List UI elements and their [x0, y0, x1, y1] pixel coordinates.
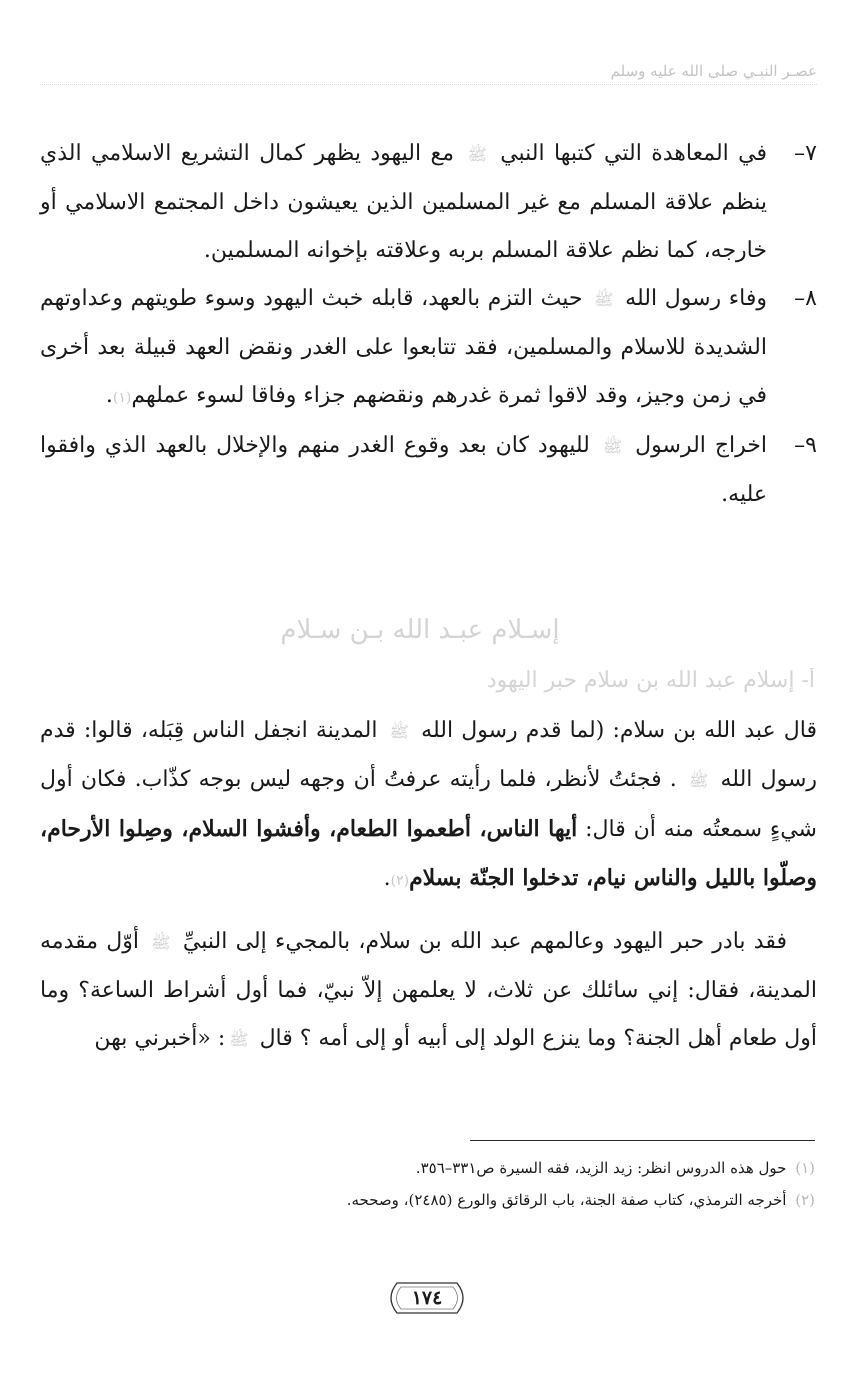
- item-text: [40, 130, 767, 275]
- item-text-part: لليهود كان بعد وقوع الغدر منهم والإخلال بالعهد الذي وافقوا عليه.: [40, 433, 767, 507]
- hadith-text-part: . فجئتُ لأنظر، فلما رأيته عرفتُ أن وجهه ليس بوجه كذّاب. فكان أول شيءٍ سمعتُه منه أن قال:: [40, 767, 817, 842]
- honorific-glyph: ﷺ: [467, 145, 487, 164]
- footnote-2: [40, 1184, 815, 1216]
- item-text-part: اخراج الرسول: [635, 433, 767, 458]
- item-text-end: .: [105, 383, 113, 408]
- list-item-8: [40, 275, 817, 422]
- item-text-part: مع اليهود يظهر كمال التشريع الاسلامي الذي ينظم علاقة المسلم مع غير المسلمين الذين يعيشون داخل المجتمع الاسلامي أو خارجه، كما نظم علاقة المسلم بربه وعلاقته بإخوانه المسلمين.: [40, 141, 767, 263]
- item-text-part: وفاء رسول الله: [625, 286, 767, 311]
- narrative-paragraph: [40, 918, 817, 1064]
- item-number: ٨–: [794, 286, 817, 311]
- hadith-text-part: قال عبد الله بن سلام: (لما قدم رسول الله: [421, 718, 818, 743]
- honorific-glyph: ﷺ: [689, 771, 709, 790]
- narrative-text-part: فقد بادر حبر اليهود وعالمهم عبد الله بن سلام، بالمجيء إلى النبيِّ: [182, 929, 788, 954]
- footnote-marker: (٢): [390, 873, 410, 889]
- list-item-7: [40, 130, 817, 275]
- footnote-text: حول هذه الدروس انظر: زيد الزيد، فقه السيرة ص٣٣١–٣٥٦.: [415, 1159, 787, 1177]
- list-item-9: [40, 422, 817, 519]
- footnote-marker: (١): [112, 390, 132, 406]
- footnote-number: (٢): [795, 1191, 815, 1209]
- running-header: عصـر النبـي صلى الله عليه وسلم: [40, 62, 817, 85]
- honorific-glyph: ﷺ: [594, 290, 614, 309]
- footnotes: [40, 1152, 815, 1216]
- hadith-quote: أيها الناس، أطعموا الطعام، وأفشوا السلام، وصِلوا الأرحام، وصلّوا بالليل والناس نيام، تدخلوا الجنّة بسلام: [40, 816, 817, 891]
- item-text-part: في المعاهدة التي كتبها النبي: [500, 141, 768, 166]
- numbered-list: [40, 130, 817, 519]
- item-text: [40, 275, 767, 422]
- narrative-text-part: أوّل مقدمه المدينة، فقال: إني سائلك عن ثلاث، لا يعلمهن إلاّ نبيّ، فما أول أشراط الساعة؟ وما أول طعام أهل الجنة؟ وما ينزع الولد إلى أبيه أو إلى أمه ؟ قال: [40, 929, 817, 1051]
- hadith-paragraph: [40, 707, 817, 905]
- item-text-part: حيث التزم بالعهد، قابله خبث اليهود وسوء طويتهم وعداوتهم الشديدة للاسلام والمسلمين، فقد تتابعوا على الغدر ونقض العهد قبيلة بعد أخرى في زمن وجيز، وقد لاقوا ثمرة غدرهم ونقضهم جزاء وفاقا لسوء عملهم: [40, 286, 767, 408]
- narrative-text: [40, 918, 817, 1064]
- footnote-divider: [470, 1140, 815, 1141]
- footnote-1: [40, 1152, 815, 1184]
- hadith-text-part: المدينة انجفل الناس قِبَله، قالوا: قدم رسول الله: [40, 718, 818, 792]
- item-number: ٧–: [794, 141, 817, 166]
- page-number-text: ١٧٤: [411, 1287, 443, 1309]
- item-text: [40, 422, 767, 519]
- narrative-text-part: : «أخبرني بهن: [94, 1026, 226, 1051]
- item-number: ٩–: [794, 433, 817, 458]
- page-number: [383, 1280, 471, 1316]
- hadith-text-end: .: [383, 866, 391, 891]
- footnote-text: أخرجه الترمذي، كتاب صفة الجنة، باب الرقائق والورع (٢٤٨٥)، وصححه.: [346, 1191, 787, 1209]
- footnote-number: (١): [795, 1159, 815, 1177]
- hadith-text: [40, 707, 817, 905]
- section-subheading: أ- إسلام عبد الله بن سلام حبر اليهود: [486, 668, 815, 693]
- honorific-glyph: ﷺ: [229, 1030, 249, 1049]
- honorific-glyph: ﷺ: [151, 933, 171, 952]
- honorific-glyph: ﷺ: [389, 722, 409, 741]
- honorific-glyph: ﷺ: [602, 437, 623, 456]
- section-heading: إسـلام عبـد الله بـن سـلام: [280, 615, 560, 645]
